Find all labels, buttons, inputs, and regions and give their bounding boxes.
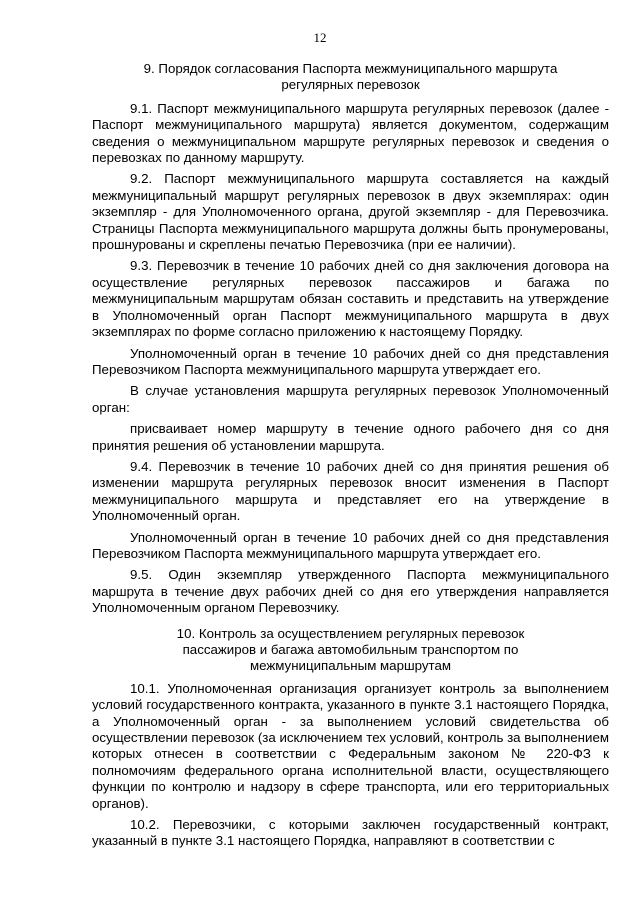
page-content xyxy=(92,61,609,855)
paragraph-9-5: 9.5. Один экземпляр утвержденного Паспорта межмуниципального маршрута в течение двух рабочих дней со дня его утверждения направляется Уполномоченным органом Перевозчику. xyxy=(92,567,609,616)
paragraph-9-3-approval: Уполномоченный орган в течение 10 рабочих дней со дня представления Перевозчиком Паспорта межмуниципального маршрута утверждает его. xyxy=(92,345,609,377)
paragraph-9-3-establishment: В случае установления маршрута регулярных перевозок Уполномоченный орган: xyxy=(92,383,609,415)
paragraph-9-4: 9.4. Перевозчик в течение 10 рабочих дней со дня принятия решения об изменении маршрута регулярных перевозок вносит изменения в Паспорт межмуниципального маршрута и представляет его на утверждение в Уполномоченный орган. xyxy=(92,458,609,524)
section-9-heading xyxy=(92,61,609,94)
heading-line: 9. Порядок согласования Паспорта межмуниципального маршрута xyxy=(143,61,558,76)
paragraph-9-3-numbering: присваивает номер маршруту в течение одного рабочего дня со дня принятия решения об установлении маршрута. xyxy=(92,421,609,453)
heading-line: межмуниципальным маршрутам xyxy=(249,658,452,674)
paragraph-10-1: 10.1. Уполномоченная организация организует контроль за выполнением условий государственного контракта, указанного в пункте 3.1 настоящего Порядка, а Уполномоченный орган - за выполнением условий свидетельства об осуществлении перевозок (за исключением тех условий, контроль за выполнением которых отнесен в соответствии с Федеральным законом № 220-ФЗ к полномочиям федерального органа исполнительной власти, осуществляющего функции по контролю и надзору в сфере транспорта, или его территориальных органов). xyxy=(92,680,609,811)
page-number: 12 xyxy=(313,30,327,45)
paragraph-10-2: 10.2. Перевозчики, с которыми заключен государственный контракт, указанный в пункте 3.1 настоящего Порядка, направляют в соответствии с xyxy=(92,817,609,849)
heading-line: 10. Контроль за осуществлением регулярных перевозок xyxy=(176,625,525,641)
section-10-heading xyxy=(92,626,609,675)
paragraph-9-1: 9.1. Паспорт межмуниципального маршрута регулярных перевозок (далее - Паспорт межмуниципального маршрута) является документом, содержащим сведения о межмуниципальном маршруте регулярных перевозок и сведения о перевозках по данному маршруту. xyxy=(92,100,609,166)
heading-line: пассажиров и багажа автомобильным транспортом по xyxy=(182,642,519,657)
paragraph-9-4-approval: Уполномоченный орган в течение 10 рабочих дней со дня представления Перевозчиком Паспорта межмуниципального маршрута утверждает его. xyxy=(92,529,609,561)
paragraph-9-2: 9.2. Паспорт межмуниципального маршрута составляется на каждый межмуниципальный маршрут регулярных перевозок в двух экземплярах: один экземпляр - для Уполномоченного органа, другой экземпляр - для Перевозчика. Страницы Паспорта межмуниципального маршрута должны быть пронумерованы, прошнурованы и скреплены печатью Перевозчика (при ее наличии). xyxy=(92,171,609,253)
heading-line: регулярных перевозок xyxy=(281,77,420,93)
paragraph-9-3: 9.3. Перевозчик в течение 10 рабочих дней со дня заключения договора на осуществление регулярных перевозок пассажиров и багажа по межмуниципальным маршрутам обязан составить и представить на утверждение в Уполномоченный орган Паспорт межмуниципального маршрута в двух экземплярах по форме согласно приложению к настоящему Порядку. xyxy=(92,258,609,340)
